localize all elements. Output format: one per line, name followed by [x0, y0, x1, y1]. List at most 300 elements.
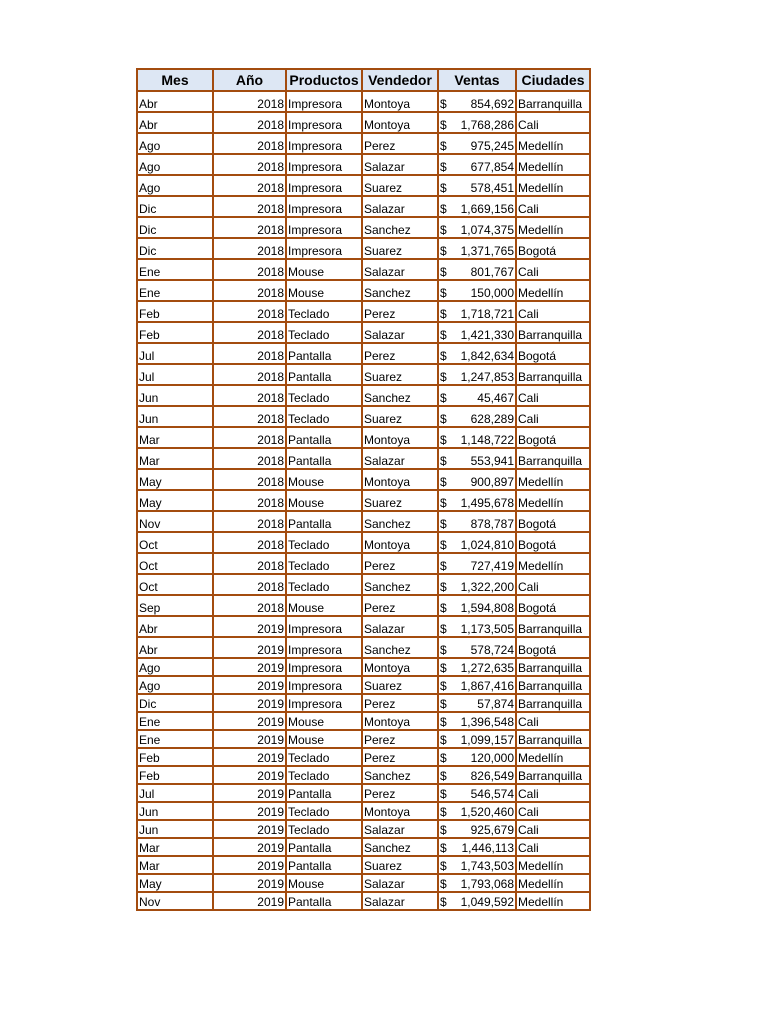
sale-amount: 45,467	[477, 391, 514, 405]
cell-ano: 2018	[213, 196, 286, 217]
cell-vendedor: Salazar	[362, 196, 438, 217]
cell-producto: Mouse	[286, 874, 362, 892]
cell-vendedor: Salazar	[362, 892, 438, 910]
table-row	[137, 820, 590, 838]
cell-mes: Mar	[137, 838, 213, 856]
cell-ventas	[438, 676, 516, 694]
cell-vendedor: Perez	[362, 595, 438, 616]
table-row	[137, 154, 590, 175]
sale-amount: 1,718,721	[460, 307, 514, 321]
cell-mes: Jun	[137, 385, 213, 406]
cell-ciudad: Medellín	[516, 469, 590, 490]
cell-mes: Nov	[137, 892, 213, 910]
cell-ano: 2018	[213, 469, 286, 490]
cell-vendedor: Sanchez	[362, 574, 438, 595]
cell-ciudad: Bogotá	[516, 595, 590, 616]
cell-vendedor: Suarez	[362, 490, 438, 511]
sale-amount: 677,854	[470, 160, 514, 174]
cell-mes: Ago	[137, 154, 213, 175]
cell-ventas	[438, 385, 516, 406]
currency-symbol: $	[440, 622, 447, 636]
cell-ciudad: Barranquilla	[516, 694, 590, 712]
cell-ventas	[438, 280, 516, 301]
table-row	[137, 448, 590, 469]
cell-mes: Jul	[137, 343, 213, 364]
cell-mes: Abr	[137, 112, 213, 133]
cell-ventas	[438, 532, 516, 553]
table-row	[137, 802, 590, 820]
cell-ventas	[438, 616, 516, 637]
sale-amount: 1,520,460	[460, 805, 514, 819]
cell-vendedor: Montoya	[362, 658, 438, 676]
cell-producto: Mouse	[286, 259, 362, 280]
cell-producto: Pantalla	[286, 343, 362, 364]
cell-ventas	[438, 364, 516, 385]
cell-mes: Jun	[137, 406, 213, 427]
cell-mes: Oct	[137, 553, 213, 574]
cell-producto: Teclado	[286, 820, 362, 838]
cell-ciudad: Medellín	[516, 175, 590, 196]
cell-vendedor: Sanchez	[362, 838, 438, 856]
cell-ano: 2019	[213, 748, 286, 766]
currency-symbol: $	[440, 769, 447, 783]
currency-symbol: $	[440, 697, 447, 711]
cell-mes: Oct	[137, 532, 213, 553]
table-row	[137, 595, 590, 616]
cell-ano: 2019	[213, 712, 286, 730]
cell-producto: Teclado	[286, 748, 362, 766]
cell-ciudad: Barranquilla	[516, 730, 590, 748]
cell-vendedor: Montoya	[362, 112, 438, 133]
sale-amount: 1,396,548	[460, 715, 514, 729]
sale-amount: 1,272,635	[460, 661, 514, 675]
cell-vendedor: Perez	[362, 133, 438, 154]
sale-amount: 1,669,156	[460, 202, 514, 216]
cell-mes: Feb	[137, 322, 213, 343]
table-row	[137, 112, 590, 133]
cell-ventas	[438, 112, 516, 133]
cell-producto: Teclado	[286, 301, 362, 322]
cell-ano: 2018	[213, 511, 286, 532]
cell-mes: Mar	[137, 427, 213, 448]
currency-symbol: $	[440, 895, 447, 909]
cell-ciudad: Cali	[516, 820, 590, 838]
currency-symbol: $	[440, 580, 447, 594]
cell-vendedor: Montoya	[362, 802, 438, 820]
table-row	[137, 364, 590, 385]
cell-mes: Abr	[137, 91, 213, 112]
cell-ano: 2018	[213, 364, 286, 385]
cell-ventas	[438, 574, 516, 595]
table-row	[137, 196, 590, 217]
cell-mes: Ene	[137, 280, 213, 301]
cell-ventas	[438, 820, 516, 838]
cell-ventas	[438, 802, 516, 820]
cell-mes: Ago	[137, 658, 213, 676]
sale-amount: 1,148,722	[460, 433, 514, 447]
currency-symbol: $	[440, 286, 447, 300]
cell-producto: Teclado	[286, 553, 362, 574]
cell-mes: Jun	[137, 820, 213, 838]
table-row	[137, 712, 590, 730]
cell-ano: 2018	[213, 238, 286, 259]
currency-symbol: $	[440, 805, 447, 819]
cell-ventas	[438, 343, 516, 364]
cell-ventas	[438, 511, 516, 532]
cell-ventas	[438, 448, 516, 469]
cell-ano: 2018	[213, 553, 286, 574]
cell-ano: 2019	[213, 784, 286, 802]
cell-mes: May	[137, 874, 213, 892]
cell-ano: 2018	[213, 280, 286, 301]
header-productos: Productos	[286, 69, 362, 91]
cell-ciudad: Medellín	[516, 892, 590, 910]
cell-ciudad: Cali	[516, 574, 590, 595]
cell-vendedor: Suarez	[362, 175, 438, 196]
cell-ano: 2018	[213, 427, 286, 448]
currency-symbol: $	[440, 223, 447, 237]
cell-ventas	[438, 712, 516, 730]
cell-vendedor: Perez	[362, 748, 438, 766]
sale-amount: 578,724	[470, 643, 514, 657]
cell-mes: Jul	[137, 784, 213, 802]
cell-vendedor: Montoya	[362, 712, 438, 730]
cell-vendedor: Perez	[362, 730, 438, 748]
cell-ano: 2018	[213, 175, 286, 196]
cell-ventas	[438, 91, 516, 112]
cell-vendedor: Sanchez	[362, 385, 438, 406]
cell-vendedor: Sanchez	[362, 280, 438, 301]
cell-ano: 2018	[213, 574, 286, 595]
cell-producto: Impresora	[286, 694, 362, 712]
table-row	[137, 469, 590, 490]
cell-producto: Mouse	[286, 595, 362, 616]
table-row	[137, 694, 590, 712]
table-row	[137, 874, 590, 892]
cell-producto: Pantalla	[286, 511, 362, 532]
cell-vendedor: Salazar	[362, 154, 438, 175]
sale-amount: 1,421,330	[460, 328, 514, 342]
sale-amount: 1,768,286	[460, 118, 514, 132]
currency-symbol: $	[440, 244, 447, 258]
cell-mes: Jul	[137, 364, 213, 385]
cell-ventas	[438, 730, 516, 748]
table-row	[137, 748, 590, 766]
cell-ano: 2018	[213, 385, 286, 406]
cell-ciudad: Medellín	[516, 133, 590, 154]
currency-symbol: $	[440, 601, 447, 615]
sale-amount: 1,024,810	[460, 538, 514, 552]
cell-ciudad: Bogotá	[516, 238, 590, 259]
cell-vendedor: Suarez	[362, 856, 438, 874]
cell-ano: 2019	[213, 676, 286, 694]
cell-producto: Pantalla	[286, 427, 362, 448]
cell-mes: Ene	[137, 730, 213, 748]
sale-amount: 150,000	[470, 286, 514, 300]
currency-symbol: $	[440, 160, 447, 174]
cell-producto: Pantalla	[286, 892, 362, 910]
sale-amount: 1,446,113	[461, 841, 514, 855]
cell-ano: 2018	[213, 490, 286, 511]
cell-ventas	[438, 406, 516, 427]
cell-ano: 2018	[213, 301, 286, 322]
currency-symbol: $	[440, 877, 447, 891]
currency-symbol: $	[440, 202, 447, 216]
cell-vendedor: Suarez	[362, 238, 438, 259]
cell-ano: 2019	[213, 856, 286, 874]
sale-amount: 553,941	[470, 454, 514, 468]
currency-symbol: $	[440, 475, 447, 489]
cell-ventas	[438, 322, 516, 343]
cell-ventas	[438, 658, 516, 676]
cell-producto: Teclado	[286, 322, 362, 343]
currency-symbol: $	[440, 787, 447, 801]
table-row	[137, 427, 590, 448]
currency-symbol: $	[440, 265, 447, 279]
cell-vendedor: Salazar	[362, 874, 438, 892]
sale-amount: 1,074,375	[460, 223, 514, 237]
table-row	[137, 892, 590, 910]
sale-amount: 578,451	[470, 181, 514, 195]
cell-producto: Impresora	[286, 676, 362, 694]
sale-amount: 1,793,068	[460, 877, 514, 891]
cell-ano: 2018	[213, 595, 286, 616]
cell-vendedor: Perez	[362, 343, 438, 364]
sale-amount: 878,787	[470, 517, 514, 531]
cell-vendedor: Salazar	[362, 322, 438, 343]
cell-producto: Mouse	[286, 712, 362, 730]
currency-symbol: $	[440, 538, 447, 552]
table-row	[137, 856, 590, 874]
table-row	[137, 676, 590, 694]
sale-amount: 1,322,200	[460, 580, 514, 594]
cell-producto: Impresora	[286, 154, 362, 175]
cell-mes: Ago	[137, 676, 213, 694]
cell-mes: May	[137, 490, 213, 511]
currency-symbol: $	[440, 433, 447, 447]
table-row	[137, 406, 590, 427]
cell-ano: 2019	[213, 658, 286, 676]
table-row	[137, 784, 590, 802]
currency-symbol: $	[440, 841, 447, 855]
sale-amount: 975,245	[470, 139, 514, 153]
cell-mes: Feb	[137, 766, 213, 784]
cell-ano: 2018	[213, 217, 286, 238]
header-row	[137, 69, 590, 91]
cell-vendedor: Montoya	[362, 427, 438, 448]
cell-ventas	[438, 892, 516, 910]
cell-ano: 2018	[213, 259, 286, 280]
cell-producto: Impresora	[286, 133, 362, 154]
cell-vendedor: Salazar	[362, 259, 438, 280]
currency-symbol: $	[440, 328, 447, 342]
cell-ano: 2018	[213, 532, 286, 553]
sale-amount: 727,419	[470, 559, 514, 573]
currency-symbol: $	[440, 661, 447, 675]
cell-ciudad: Medellín	[516, 748, 590, 766]
cell-mes: Jun	[137, 802, 213, 820]
sale-amount: 546,574	[470, 787, 514, 801]
cell-ano: 2019	[213, 730, 286, 748]
cell-ventas	[438, 784, 516, 802]
currency-symbol: $	[440, 118, 447, 132]
currency-symbol: $	[440, 454, 447, 468]
cell-producto: Pantalla	[286, 448, 362, 469]
cell-vendedor: Perez	[362, 301, 438, 322]
cell-vendedor: Suarez	[362, 364, 438, 385]
cell-ano: 2018	[213, 154, 286, 175]
cell-producto: Impresora	[286, 658, 362, 676]
cell-producto: Impresora	[286, 616, 362, 637]
cell-ciudad: Cali	[516, 406, 590, 427]
table-row	[137, 217, 590, 238]
cell-vendedor: Sanchez	[362, 511, 438, 532]
cell-mes: Mar	[137, 856, 213, 874]
cell-vendedor: Sanchez	[362, 637, 438, 658]
cell-ciudad: Barranquilla	[516, 364, 590, 385]
sales-table	[136, 68, 591, 911]
cell-mes: Dic	[137, 217, 213, 238]
cell-ventas	[438, 133, 516, 154]
cell-ciudad: Medellín	[516, 874, 590, 892]
cell-ciudad: Medellín	[516, 280, 590, 301]
table-row	[137, 532, 590, 553]
cell-ciudad: Cali	[516, 259, 590, 280]
cell-ciudad: Medellín	[516, 217, 590, 238]
cell-producto: Impresora	[286, 112, 362, 133]
cell-ventas	[438, 874, 516, 892]
cell-ciudad: Medellín	[516, 553, 590, 574]
table-row	[137, 838, 590, 856]
cell-ano: 2018	[213, 133, 286, 154]
cell-producto: Pantalla	[286, 784, 362, 802]
cell-ventas	[438, 553, 516, 574]
table-row	[137, 658, 590, 676]
sale-amount: 628,289	[470, 412, 514, 426]
cell-ano: 2019	[213, 637, 286, 658]
cell-producto: Impresora	[286, 238, 362, 259]
sale-amount: 1,842,634	[460, 349, 514, 363]
cell-mes: Mar	[137, 448, 213, 469]
cell-vendedor: Salazar	[362, 448, 438, 469]
table-row	[137, 511, 590, 532]
cell-mes: Ene	[137, 712, 213, 730]
cell-ano: 2019	[213, 694, 286, 712]
cell-ano: 2019	[213, 820, 286, 838]
cell-ventas	[438, 595, 516, 616]
cell-ciudad: Cali	[516, 802, 590, 820]
cell-ciudad: Barranquilla	[516, 616, 590, 637]
sale-amount: 1,371,765	[460, 244, 514, 258]
cell-ano: 2018	[213, 322, 286, 343]
cell-ciudad: Barranquilla	[516, 766, 590, 784]
cell-producto: Teclado	[286, 532, 362, 553]
cell-mes: Oct	[137, 574, 213, 595]
table-row	[137, 637, 590, 658]
cell-ano: 2018	[213, 448, 286, 469]
cell-ciudad: Bogotá	[516, 427, 590, 448]
currency-symbol: $	[440, 733, 447, 747]
header-ciudades: Ciudades	[516, 69, 590, 91]
sale-amount: 1,247,853	[460, 370, 514, 384]
cell-producto: Teclado	[286, 574, 362, 595]
sale-amount: 854,692	[470, 97, 514, 111]
currency-symbol: $	[440, 97, 447, 111]
cell-ventas	[438, 217, 516, 238]
currency-symbol: $	[440, 823, 447, 837]
table-row	[137, 616, 590, 637]
cell-mes: Feb	[137, 748, 213, 766]
table-row	[137, 133, 590, 154]
cell-ventas	[438, 238, 516, 259]
table-row	[137, 301, 590, 322]
cell-mes: Sep	[137, 595, 213, 616]
sale-amount: 801,767	[470, 265, 514, 279]
cell-mes: Ago	[137, 133, 213, 154]
cell-ciudad: Barranquilla	[516, 658, 590, 676]
cell-mes: Ene	[137, 259, 213, 280]
cell-vendedor: Montoya	[362, 469, 438, 490]
cell-producto: Pantalla	[286, 364, 362, 385]
currency-symbol: $	[440, 181, 447, 195]
cell-producto: Mouse	[286, 280, 362, 301]
cell-vendedor: Suarez	[362, 676, 438, 694]
cell-ano: 2019	[213, 766, 286, 784]
cell-ciudad: Medellín	[516, 490, 590, 511]
cell-ciudad: Cali	[516, 301, 590, 322]
cell-producto: Mouse	[286, 490, 362, 511]
currency-symbol: $	[440, 496, 447, 510]
cell-ventas	[438, 838, 516, 856]
cell-ventas	[438, 748, 516, 766]
sale-amount: 925,679	[470, 823, 514, 837]
cell-ciudad: Cali	[516, 385, 590, 406]
cell-vendedor: Salazar	[362, 616, 438, 637]
table-row	[137, 766, 590, 784]
cell-ventas	[438, 490, 516, 511]
cell-ciudad: Cali	[516, 112, 590, 133]
table-row	[137, 730, 590, 748]
currency-symbol: $	[440, 391, 447, 405]
cell-vendedor: Sanchez	[362, 766, 438, 784]
header-mes: Mes	[137, 69, 213, 91]
cell-ano: 2018	[213, 343, 286, 364]
cell-producto: Teclado	[286, 406, 362, 427]
cell-ventas	[438, 469, 516, 490]
sale-amount: 826,549	[470, 769, 514, 783]
cell-ano: 2019	[213, 616, 286, 637]
cell-producto: Pantalla	[286, 856, 362, 874]
cell-ventas	[438, 259, 516, 280]
currency-symbol: $	[440, 307, 447, 321]
cell-vendedor: Montoya	[362, 532, 438, 553]
cell-mes: Feb	[137, 301, 213, 322]
table-row	[137, 385, 590, 406]
cell-ano: 2018	[213, 91, 286, 112]
cell-ciudad: Barranquilla	[516, 91, 590, 112]
table-row	[137, 322, 590, 343]
currency-symbol: $	[440, 859, 447, 873]
cell-ano: 2019	[213, 892, 286, 910]
sale-amount: 1,049,592	[460, 895, 514, 909]
cell-ventas	[438, 301, 516, 322]
cell-ciudad: Bogotá	[516, 511, 590, 532]
sale-amount: 1,743,503	[460, 859, 514, 873]
cell-ventas	[438, 196, 516, 217]
cell-producto: Pantalla	[286, 838, 362, 856]
cell-vendedor: Perez	[362, 694, 438, 712]
currency-symbol: $	[440, 517, 447, 531]
